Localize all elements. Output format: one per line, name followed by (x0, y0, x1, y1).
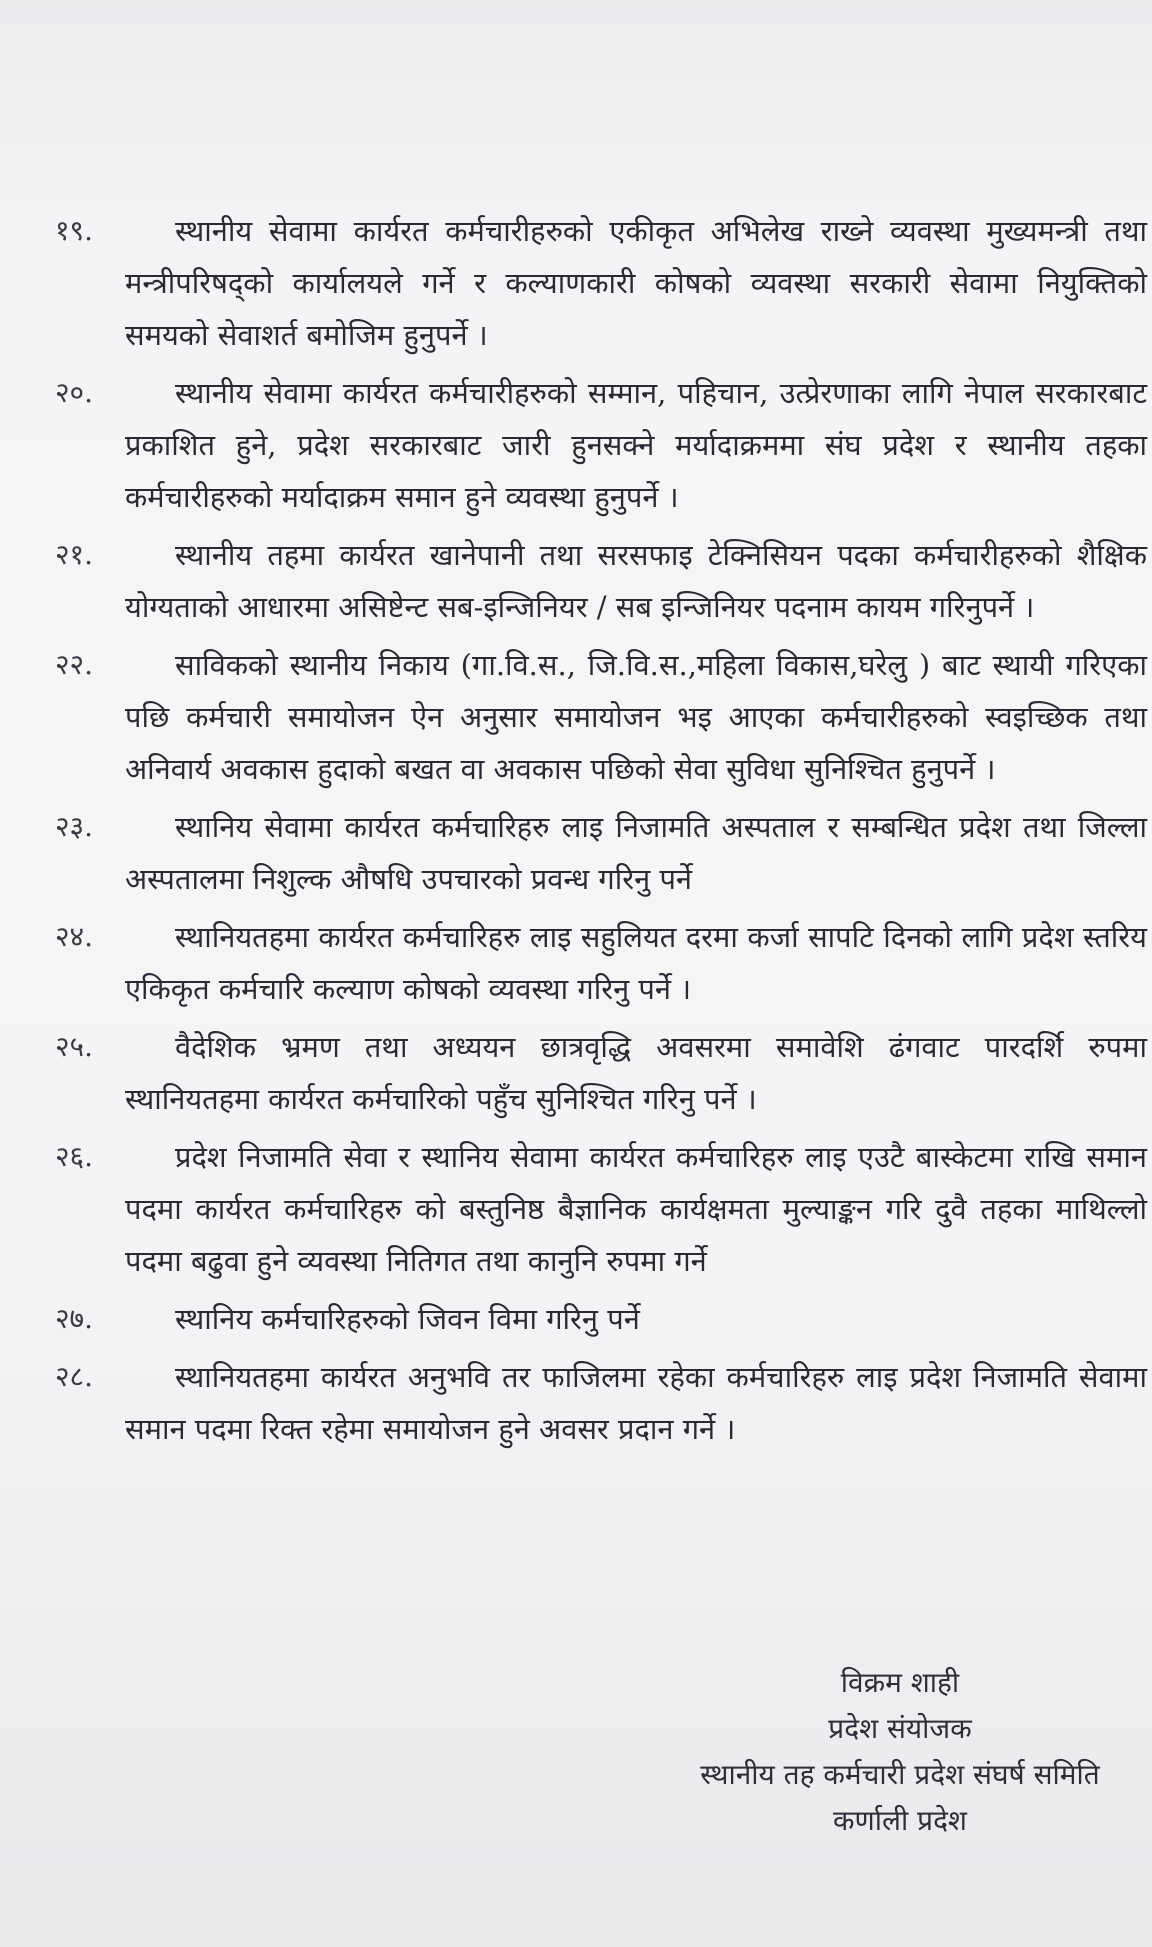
item-number: १९. (55, 214, 94, 247)
item-number: २०. (55, 376, 94, 409)
item-text: स्थानीय सेवामा कार्यरत कर्मचारीहरुको एकीकृत अभिलेख राख्ने व्यवस्था मुख्यमन्त्री तथा मन्त्रीपरिषद्को कार्यालयले गर्ने र कल्याणकारी कोषको व्यवस्था सरकारी सेवामा नियुक्तिको समयको सेवाशर्त बमोजिम हुनुपर्ने । (125, 214, 1147, 352)
list-item (55, 911, 1147, 1015)
list-item (55, 1021, 1147, 1125)
item-number: २२. (55, 648, 94, 681)
item-text: साविकको स्थानीय निकाय (गा.वि.स., जि.वि.स.,महिला विकास,घरेलु ) बाट स्थायी गरिएका पछि कर्मचारी समायोजन ऐन अनुसार समायोजन भइ आएका कर्मचारीहरुको स्वइच्छिक तथा अनिवार्य अवकास हुदाको बखत वा अवकास पछिको सेवा सुविधा सुनिश्चित हुनुपर्ने । (125, 648, 1147, 786)
item-text: वैदेशिक भ्रमण तथा अध्ययन छात्रवृद्धि अवसरमा समावेशि ढंगवाट पारदर्शि रुपमा स्थानियतहमा कार्यरत कर्मचारिको पहुँच सुनिश्चित गरिनु पर्ने । (125, 1030, 1147, 1116)
list-item (55, 1351, 1147, 1455)
list-item (55, 1131, 1147, 1287)
signatory-name: विक्रम शाही (840, 1666, 960, 1699)
item-number: २८. (55, 1360, 94, 1393)
item-text: स्थानीय तहमा कार्यरत खानेपानी तथा सरसफाइ टेक्निसियन पदका कर्मचारीहरुको शैक्षिक योग्यताको आधारमा असिष्टेन्ट सब-इन्जिनियर / सब इन्जिनियर पदनाम कायम गरिनुपर्ने । (125, 538, 1147, 624)
item-number: २४. (55, 920, 94, 953)
list-item (55, 205, 1147, 361)
item-text: स्थानियतहमा कार्यरत कर्मचारिहरु लाइ सहुलियत दरमा कर्जा सापटि दिनको लागि प्रदेश स्तरिय एकिकृत कर्मचारि कल्याण कोषको व्यवस्था गरिनु पर्ने । (125, 920, 1147, 1006)
list-item (55, 529, 1147, 633)
list-item (55, 1293, 1147, 1345)
item-text: स्थानीय सेवामा कार्यरत कर्मचारीहरुको सम्मान, पहिचान, उत्प्रेरणाका लागि नेपाल सरकारबाट प्रकाशित हुने, प्रदेश सरकारबाट जारी हुनसक्ने मर्यादाक्रममा संघ प्रदेश र स्थानीय तहका कर्मचारीहरुको मर्यादाक्रम समान हुने व्यवस्था हुनुपर्ने । (125, 376, 1147, 514)
signatory-province: कर्णाली प्रदेश (833, 1804, 967, 1837)
signature-block (660, 1660, 1140, 1844)
item-number: २३. (55, 810, 94, 843)
signatory-organization: स्थानीय तह कर्मचारी प्रदेश संघर्ष समिति (700, 1758, 1100, 1791)
demand-list (55, 205, 1147, 1461)
item-number: २१. (55, 538, 94, 571)
item-text: स्थानिय कर्मचारिहरुको जिवन विमा गरिनु पर्ने (175, 1302, 640, 1336)
item-text: प्रदेश निजामति सेवा र स्थानिय सेवामा कार्यरत कर्मचारिहरु लाइ एउटै बास्केटमा राखि समान पदमा कार्यरत कर्मचारिहरु को बस्तुनिष्ठ बैज्ञानिक कार्यक्षमता मुल्याङ्कन गरि दुवै तहका माथिल्लो पदमा बढुवा हुने व्यवस्था नितिगत तथा कानुनि रुपमा गर्ने (125, 1140, 1147, 1278)
signatory-designation: प्रदेश संयोजक (828, 1712, 972, 1745)
list-item (55, 639, 1147, 795)
item-text: स्थानियतहमा कार्यरत अनुभवि तर फाजिलमा रहेका कर्मचारिहरु लाइ प्रदेश निजामति सेवामा समान पदमा रिक्त रहेमा समायोजन हुने अवसर प्रदान गर्ने । (125, 1360, 1147, 1446)
list-item (55, 801, 1147, 905)
list-item (55, 367, 1147, 523)
item-number: २७. (55, 1302, 94, 1335)
item-text: स्थानिय सेवामा कार्यरत कर्मचारिहरु लाइ निजामति अस्पताल र सम्बन्धित प्रदेश तथा जिल्ला अस्पतालमा निशुल्क औषधि उपचारको प्रवन्ध गरिनु पर्ने (125, 810, 1147, 896)
item-number: २६. (55, 1140, 94, 1173)
item-number: २५. (55, 1030, 94, 1063)
